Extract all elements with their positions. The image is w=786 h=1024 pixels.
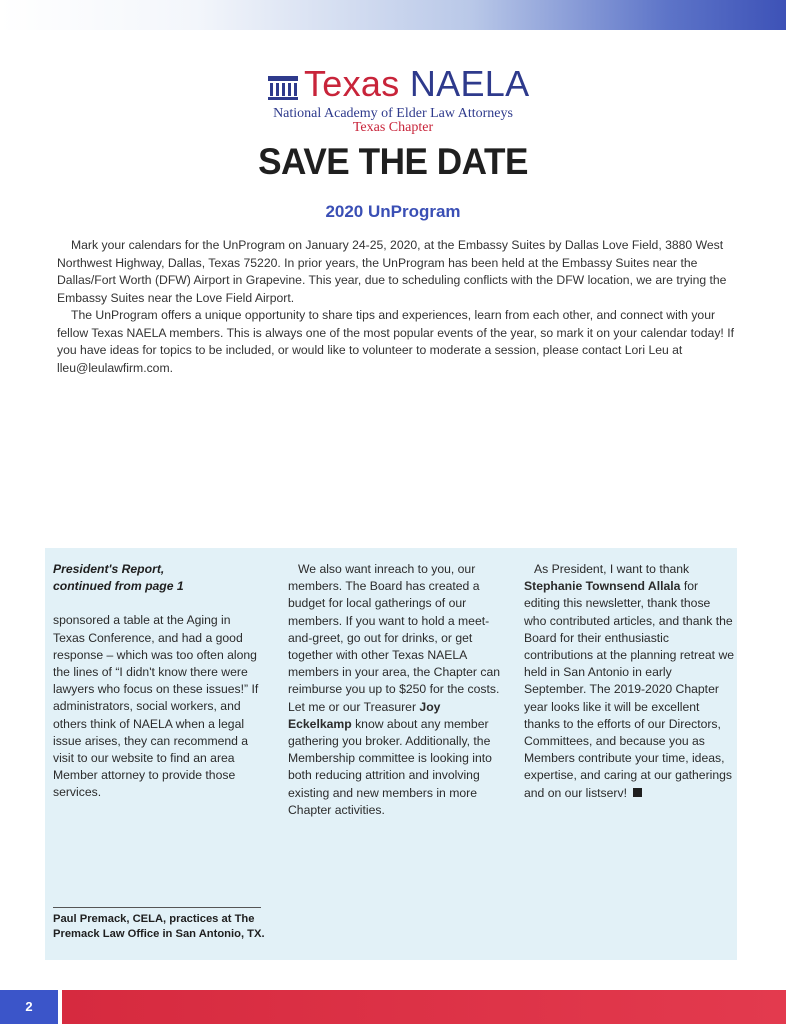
logo-title [304, 64, 529, 104]
report-heading-line-1: President's Report, [53, 562, 165, 576]
page-number: 2 [25, 999, 33, 1014]
report-heading-line-2: continued from page 1 [53, 579, 184, 594]
capitol-building-icon [268, 76, 298, 100]
report-column-1 [53, 561, 265, 802]
report-column-3-text-a: As President, I want to thank [534, 562, 690, 576]
report-column-3-paragraph [524, 561, 736, 802]
page-title: SAVE THE DATE [258, 141, 528, 182]
logo-title-texas: Texas [304, 63, 400, 104]
square-end-icon [633, 788, 642, 797]
report-column-2-text-a: We also want inreach to you, our members. The Board has created a budget for local gatherings of our members. If you want to hold a meet-and-greet, go out for drinks, or get together with other Texas NAELA members in your area, the Chapter can reimburse you up to $250 for the costs. Let me or our Treasurer [288, 562, 501, 714]
report-column-3 [524, 561, 736, 802]
logo-chapter: Texas Chapter [352, 120, 434, 135]
intro-paragraph-2: The UnProgram offers a unique opportunity to share tips and experiences, learn from each other, and connect with your fellow Texas NAELA members. This is always one of the most popular events of the year, so mark it on your calendar today! If you have ideas for topics to be included, or would like to volunteer to moderate a session, please contact Lori Leu at lleu@leulawfirm.com. [57, 308, 734, 375]
report-column-1-text: sponsored a table at the Aging in Texas Conference, and had a good response – which was too often along the lines of “I didn't know there were lawyers who focus on these issues!” If administrators, social workers, and others think of NAELA when a legal issue arises, they can recommend a visit to our website to find an area Member attorney to provide those services. [53, 613, 259, 800]
bottom-red-band [62, 990, 786, 1024]
top-gradient-band [0, 0, 786, 30]
report-column-2-paragraph [288, 561, 504, 819]
event-subtitle: 2020 UnProgram [325, 202, 461, 221]
intro-text [57, 237, 737, 377]
author-bio: Paul Premack, CELA, practices at The Premack Law Office in San Antonio, TX. [53, 913, 265, 940]
bio-divider [53, 907, 261, 908]
report-column-2-text-b: know about any member gathering you broker. Additionally, the Membership committee is looking into both reducing attrition and involving existing and new members in more Chapter activities. [288, 716, 492, 817]
treasurer-name: Joy Eckelkamp [288, 699, 441, 731]
logo-title-naela: NAELA [399, 63, 530, 104]
report-column-3-text-b: for editing this newsletter, thank those who contributed articles, and thank the Board for their enthusiastic contributions at the planning retreat we held in San Antonio in early September. The 2019-2020 Chapter year looks like it will be excellent thanks to the efforts of our Directors, Committees, and because you as Members contribute your time, ideas, expertise, and caring at our gatherings and on our listserv! [524, 579, 735, 800]
report-column-2 [288, 561, 504, 819]
editor-name: Stephanie Townsend Allala [524, 579, 681, 594]
logo-subtitle: National Academy of Elder Law Attorneys [273, 106, 513, 121]
intro-paragraph-1: Mark your calendars for the UnProgram on January 24-25, 2020, at the Embassy Suites by Dallas Love Field, 3880 West Northwest Highway, Dallas, Texas 75220. In prior years, the UnProgram has been held at the Embassy Suites near the Dallas/Fort Worth (DFW) Airport in Grapevine. This year, due to scheduling conflicts with the DFW location, we are trying the Embassy Suites near the Love Field Airport. [57, 238, 727, 305]
presidents-report-box [45, 548, 737, 960]
